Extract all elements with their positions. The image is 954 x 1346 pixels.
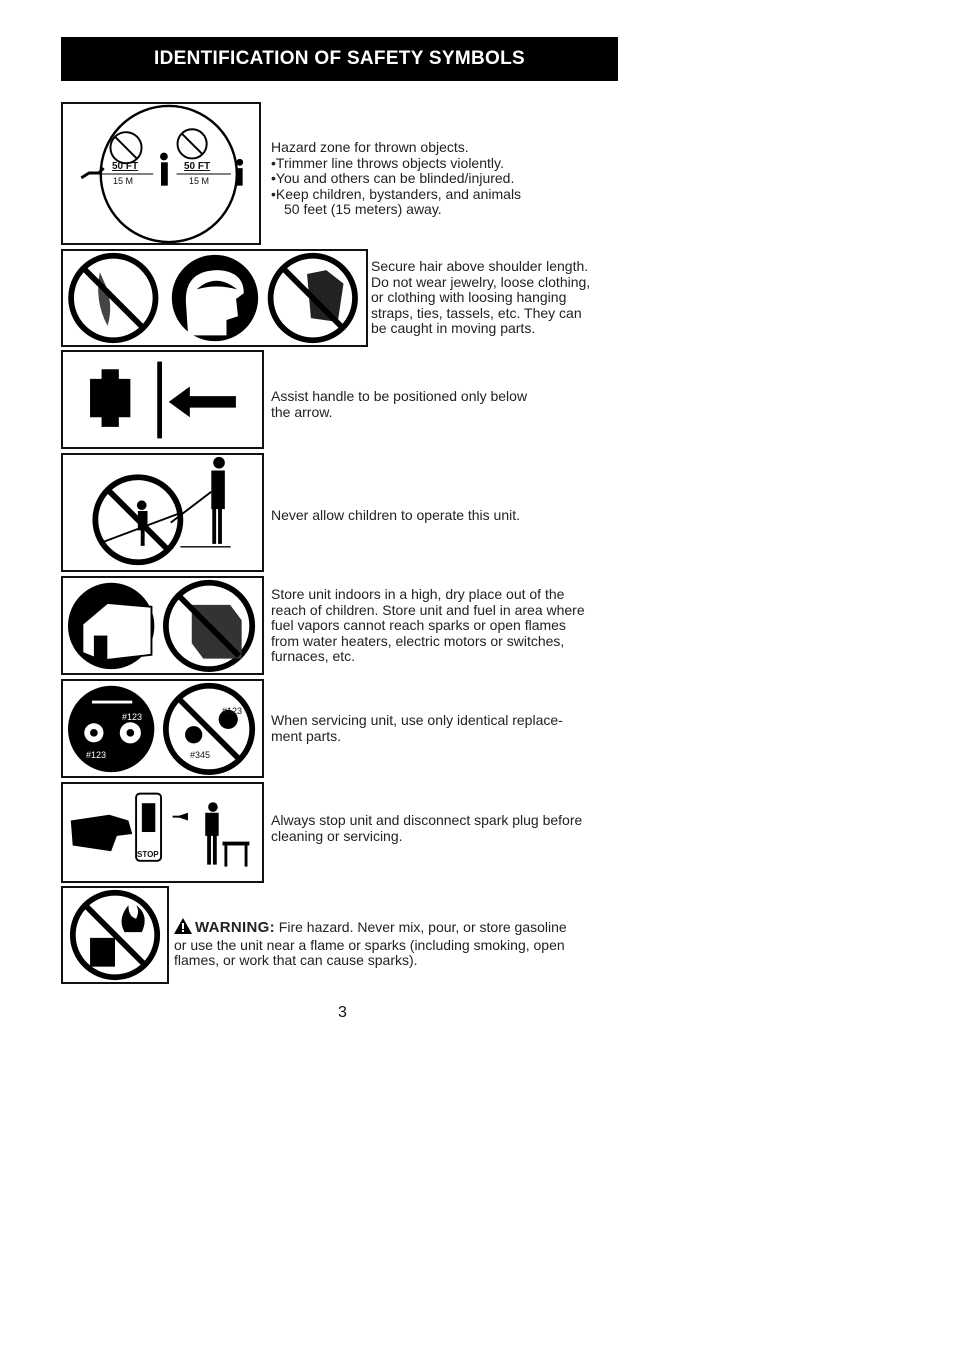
label-15m-left: 15 M: [113, 176, 134, 186]
assist-handle-symbol: [61, 350, 264, 449]
bullet-item: • Trimmer line throws objects violently.: [271, 156, 611, 172]
hazard-zone-intro: Hazard zone for thrown objects.: [271, 139, 469, 155]
storage-symbol: [61, 576, 264, 675]
text-line: Assist handle to be positioned only below: [271, 388, 528, 404]
text-line: furnaces, etc.: [271, 648, 356, 665]
replacement-parts-text: [271, 713, 611, 744]
assist-handle-text: [271, 389, 601, 420]
warning-label: WARNING:: [195, 919, 275, 936]
bullet-item: • You and others can be blinded/injured.: [271, 171, 611, 187]
label-50ft-right: 50 FT: [184, 161, 211, 172]
warning-text: Fire hazard. Never mix, pour, or store gasoline: [274, 919, 567, 935]
text-line: straps, ties, tassels, etc. They can: [371, 304, 582, 321]
hazard-zone-bullets: [271, 156, 611, 203]
hair-clothing-symbol: [61, 249, 368, 347]
replacement-parts-icon: [63, 681, 262, 776]
text-line: Secure hair above shoulder length.: [371, 258, 589, 274]
text-line: Always stop unit and disconnect spark plug before: [271, 812, 583, 828]
text-line: Never allow children to operate this unit.: [271, 507, 521, 523]
text-line: When servicing unit, use only identical replace-: [271, 712, 563, 728]
storage-text: [271, 587, 621, 665]
part-number-label: #123: [222, 706, 243, 716]
text-line: or clothing with loosing hanging: [371, 289, 567, 306]
no-children-symbol: [61, 453, 264, 572]
label-50ft-left: 50 FT: [112, 161, 139, 172]
part-number-label: #123: [122, 712, 143, 722]
text-line: reach of children. Store unit and fuel in area where: [271, 601, 585, 618]
section-header: [61, 37, 618, 81]
no-children-text: [271, 508, 601, 524]
hazard-zone-text: [271, 140, 611, 218]
text-line: ment parts.: [271, 727, 342, 744]
label-15m-right: 15 M: [189, 176, 210, 186]
warning-triangle-icon: [174, 918, 192, 938]
hair-clothing-text: [371, 259, 621, 337]
text-line: or use the unit near a flame or sparks (including smoking, open: [174, 936, 565, 953]
text-line: the arrow.: [271, 403, 333, 420]
text-line: fuel vapors cannot reach sparks or open flames: [271, 617, 566, 634]
text-line: Store unit indoors in a high, dry place out of the: [271, 586, 565, 602]
no-children-icon: [63, 455, 262, 570]
stop-unit-symbol: [61, 782, 264, 883]
section-title: IDENTIFICATION OF SAFETY SYMBOLS: [154, 48, 525, 69]
hazard-zone-continuation: 50 feet (15 meters) away.: [284, 201, 442, 218]
text-line: Do not wear jewelry, loose clothing,: [371, 273, 591, 290]
bullet-item: • Keep children, bystanders, and animals: [271, 187, 611, 203]
text-line: be caught in moving parts.: [371, 320, 536, 337]
stop-unit-text: [271, 813, 621, 844]
page-number: 3: [338, 1004, 347, 1021]
text-line: from water heaters, electric motors or switches,: [271, 632, 565, 649]
fire-hazard-symbol: [61, 886, 169, 984]
part-number-label: #123: [86, 750, 107, 760]
assist-handle-arrow-icon: [63, 352, 262, 447]
stop-label: STOP: [137, 850, 159, 859]
replacement-parts-symbol: [61, 679, 264, 778]
hazard-zone-symbol: [61, 102, 261, 245]
fire-hazard-text: [174, 918, 624, 969]
text-line: cleaning or servicing.: [271, 827, 403, 844]
stop-switch-icon: [63, 784, 262, 881]
warning-line: [174, 918, 624, 938]
hair-clothing-icon: [63, 251, 366, 345]
no-fire-icon: [63, 888, 167, 982]
part-number-label: #345: [190, 750, 211, 760]
text-line: flames, or work that can cause sparks).: [174, 952, 418, 969]
hazard-zone-icon: [63, 104, 259, 243]
storage-icon: [63, 578, 262, 673]
